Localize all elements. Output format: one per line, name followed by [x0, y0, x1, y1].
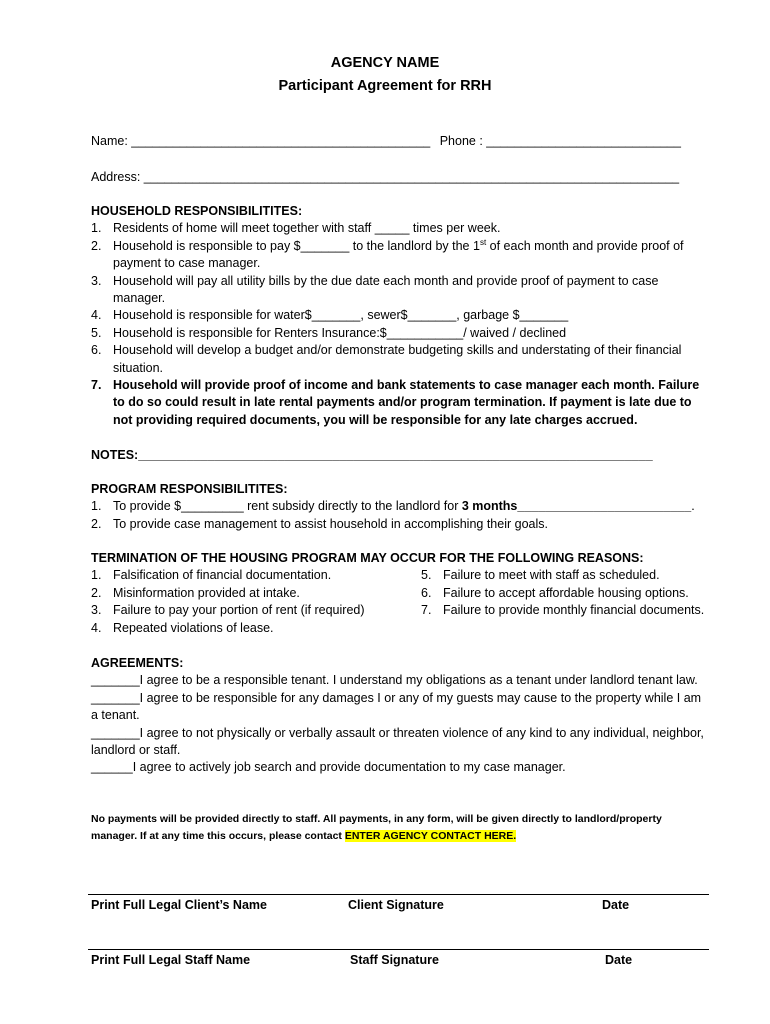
list-item — [421, 602, 710, 619]
item-text: To provide case management to assist household in accomplishing their goals. — [113, 516, 548, 531]
item-text: Household is responsible for Renters Insurance:$___________/ waived / declined — [113, 325, 567, 340]
client-name-label: Print Full Legal Client’s Name — [91, 898, 267, 912]
item-number: 4. — [91, 308, 102, 323]
item-text-continued: of each month and provide proof of payment to case manager. — [113, 238, 684, 271]
item-number: 2. — [91, 238, 102, 253]
item-number: 6. — [91, 343, 102, 358]
list-item — [91, 516, 710, 533]
item-number: 1. — [91, 221, 102, 236]
item-number: 7. — [91, 378, 102, 393]
list-item — [91, 325, 710, 342]
item-number: 1. — [91, 568, 102, 583]
item-bold-text: 3 months_________________________ — [461, 499, 692, 514]
agreement-line[interactable]: _______I agree to not physically or verbally assault or threaten violence of any kind to any individual, neighbor, landlord or staff. — [91, 725, 704, 758]
program-heading: PROGRAM RESPONSIBILITITES: — [91, 482, 288, 496]
agreement-line[interactable]: ______I agree to actively job search and provide documentation to my case manager. — [91, 760, 566, 775]
list-item — [91, 342, 710, 377]
list-item — [91, 273, 710, 308]
address-field[interactable]: Address: _____________________________________________________________________________ — [91, 170, 680, 184]
item-text: Household is responsible to pay $_______ to the landlord by the 1 — [113, 238, 480, 253]
item-number: 7. — [421, 603, 432, 618]
list-item — [91, 220, 710, 237]
agreements-heading: AGREEMENTS: — [91, 656, 184, 670]
agency-name: AGENCY NAME — [330, 55, 440, 71]
phone-field[interactable]: Phone : ____________________________ — [439, 134, 681, 148]
staff-signature-label: Staff Signature — [350, 953, 439, 967]
program-list — [91, 498, 710, 533]
client-date-label: Date — [602, 898, 630, 912]
name-field[interactable]: Name: ___________________________________________ — [91, 134, 431, 148]
item-text: Failure to provide monthly financial documents. — [443, 603, 705, 618]
household-heading: HOUSEHOLD RESPONSIBILITITES: — [91, 204, 303, 218]
item-text-end: . — [691, 499, 695, 514]
item-number: 3. — [91, 273, 102, 288]
item-text: Repeated violations of lease. — [113, 620, 274, 635]
list-item — [91, 620, 421, 637]
item-text: Misinformation provided at intake. — [113, 585, 300, 600]
list-item — [91, 602, 421, 619]
payment-notice-text: No payments will be provided directly to staff. All payments, in any form, will be given directly to landlord/property manager. If at any time this occurs, please contact — [91, 813, 662, 842]
list-item — [91, 585, 421, 602]
notes-field[interactable]: NOTES:__________________________________________________________________________ — [91, 448, 653, 462]
client-signature-line — [88, 894, 709, 895]
item-text: Household is responsible for water$_______, sewer$_______, garbage $_______ — [113, 308, 569, 323]
agreements-section — [91, 655, 710, 777]
item-text: Household will provide proof of income and bank statements to case manager each month. Failure to do so could result in late rental payments and/or program termination. If payment is late due to not providing required documents, you will be responsible for any late charges accrued. — [113, 378, 700, 427]
list-item — [91, 498, 710, 515]
list-item — [421, 585, 710, 602]
agreement-line[interactable]: _______I agree to be responsible for any damages I or any of my guests may cause to the property while I am a tenant. — [91, 690, 702, 723]
staff-date-label: Date — [605, 953, 633, 967]
item-text: Household will develop a budget and/or demonstrate budgeting skills and understating of their financial situation. — [113, 343, 682, 375]
payment-notice — [91, 811, 710, 845]
item-number: 4. — [91, 620, 102, 635]
list-item — [91, 307, 710, 324]
household-item-7 — [91, 377, 710, 429]
agreements-list — [91, 672, 710, 776]
list-item — [91, 238, 710, 273]
agency-contact-highlight: ENTER AGENCY CONTACT HERE. — [344, 830, 517, 842]
item-text: Falsification of financial documentation. — [113, 568, 332, 583]
item-number: 3. — [91, 603, 102, 618]
item-text: Failure to pay your portion of rent (if required) — [113, 603, 365, 618]
termination-section — [91, 550, 710, 637]
client-signature-label: Client Signature — [348, 898, 444, 912]
item-text: Residents of home will meet together with staff _____ times per week. — [113, 221, 501, 236]
list-item — [421, 567, 710, 584]
household-list — [91, 220, 710, 377]
item-text: Failure to accept affordable housing options. — [443, 585, 689, 600]
program-section — [91, 481, 710, 533]
item-superscript: st — [479, 237, 487, 247]
termination-heading: TERMINATION OF THE HOUSING PROGRAM MAY OCCUR FOR THE FOLLOWING REASONS: — [91, 551, 644, 565]
staff-signature-line — [88, 949, 709, 950]
item-number: 5. — [91, 325, 102, 340]
document-title: Participant Agreement for RRH — [278, 78, 492, 94]
item-text: Household will pay all utility bills by the due date each month and provide proof of payment to case manager. — [113, 273, 659, 306]
staff-name-label: Print Full Legal Staff Name — [91, 953, 251, 967]
list-item — [91, 567, 421, 584]
termination-list-right — [421, 567, 710, 637]
item-number: 1. — [91, 499, 102, 514]
item-number: 2. — [91, 516, 102, 531]
item-number: 5. — [421, 568, 432, 583]
termination-list-left — [91, 567, 421, 637]
item-number: 2. — [91, 585, 102, 600]
item-text: Failure to meet with staff as scheduled. — [443, 568, 660, 583]
item-text: To provide $_________ rent subsidy directly to the landlord for — [113, 499, 462, 514]
agreement-line[interactable]: _______I agree to be a responsible tenant. I understand my obligations as a tenant under landlord tenant law. — [91, 673, 698, 688]
household-section — [91, 203, 710, 429]
name-phone-row — [91, 133, 710, 150]
item-number: 6. — [421, 585, 432, 600]
